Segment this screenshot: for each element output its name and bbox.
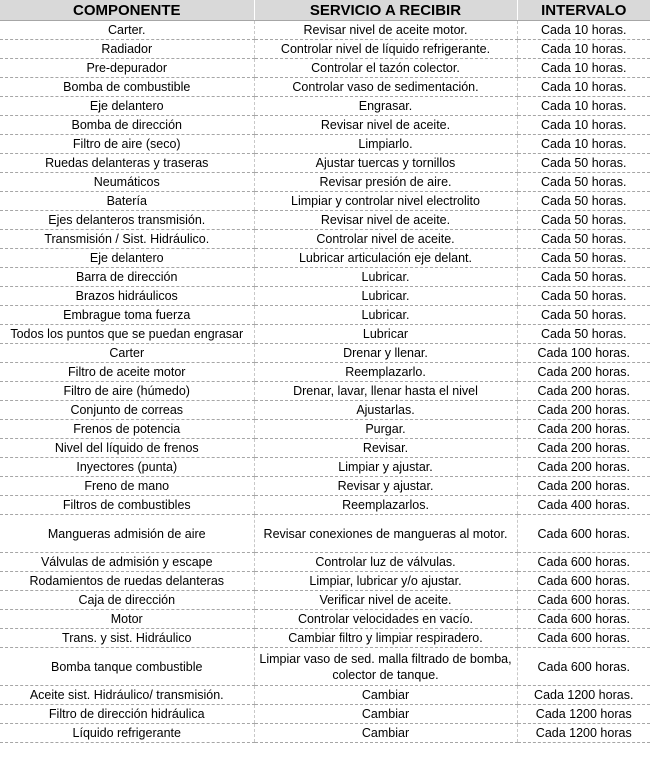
cell-componente: Líquido refrigerante — [0, 724, 254, 743]
table-row — [0, 686, 650, 705]
cell-servicio: Controlar nivel de líquido refrigerante. — [254, 40, 517, 59]
cell-servicio: Controlar luz de válvulas. — [254, 553, 517, 572]
cell-componente: Motor — [0, 610, 254, 629]
cell-intervalo: Cada 10 horas. — [517, 78, 650, 97]
cell-componente: Barra de dirección — [0, 268, 254, 287]
cell-servicio: Drenar, lavar, llenar hasta el nivel — [254, 382, 517, 401]
cell-servicio: Controlar velocidades en vacío. — [254, 610, 517, 629]
cell-servicio: Controlar el tazón colector. — [254, 59, 517, 78]
cell-componente: Neumáticos — [0, 173, 254, 192]
cell-componente: Batería — [0, 192, 254, 211]
cell-intervalo: Cada 50 horas. — [517, 306, 650, 325]
cell-servicio: Revisar nivel de aceite motor. — [254, 21, 517, 40]
table-row — [0, 344, 650, 363]
cell-servicio: Lubricar — [254, 325, 517, 344]
cell-intervalo: Cada 600 horas. — [517, 515, 650, 553]
cell-componente: Bomba tanque combustible — [0, 648, 254, 686]
table-row — [0, 515, 650, 553]
cell-componente: Ruedas delanteras y traseras — [0, 154, 254, 173]
table-row — [0, 572, 650, 591]
cell-servicio: Engrasar. — [254, 97, 517, 116]
cell-intervalo: Cada 600 horas. — [517, 629, 650, 648]
cell-intervalo: Cada 10 horas. — [517, 135, 650, 154]
header-componente: COMPONENTE — [0, 0, 254, 21]
cell-servicio: Revisar y ajustar. — [254, 477, 517, 496]
table-row — [0, 211, 650, 230]
cell-servicio: Limpiarlo. — [254, 135, 517, 154]
table-row — [0, 325, 650, 344]
cell-componente: Eje delantero — [0, 97, 254, 116]
cell-servicio: Drenar y llenar. — [254, 344, 517, 363]
cell-intervalo: Cada 200 horas. — [517, 439, 650, 458]
table-row — [0, 59, 650, 78]
cell-componente: Radiador — [0, 40, 254, 59]
cell-intervalo: Cada 50 horas. — [517, 192, 650, 211]
cell-servicio: Ajustarlas. — [254, 401, 517, 420]
cell-componente: Aceite sist. Hidráulico/ transmisión. — [0, 686, 254, 705]
cell-intervalo: Cada 10 horas. — [517, 116, 650, 135]
cell-intervalo: Cada 200 horas. — [517, 477, 650, 496]
table-row — [0, 496, 650, 515]
cell-componente: Pre-depurador — [0, 59, 254, 78]
table-row — [0, 363, 650, 382]
cell-servicio: Cambiar — [254, 705, 517, 724]
cell-componente: Mangueras admisión de aire — [0, 515, 254, 553]
table-row — [0, 401, 650, 420]
table-row — [0, 382, 650, 401]
cell-intervalo: Cada 1200 horas — [517, 705, 650, 724]
table-row — [0, 135, 650, 154]
header-intervalo: INTERVALO — [517, 0, 650, 21]
cell-intervalo: Cada 200 horas. — [517, 363, 650, 382]
table-row — [0, 591, 650, 610]
table-row — [0, 40, 650, 59]
cell-componente: Frenos de potencia — [0, 420, 254, 439]
cell-componente: Transmisión / Sist. Hidráulico. — [0, 230, 254, 249]
cell-servicio: Reemplazarlos. — [254, 496, 517, 515]
cell-componente: Trans. y sist. Hidráulico — [0, 629, 254, 648]
cell-componente: Embrague toma fuerza — [0, 306, 254, 325]
cell-componente: Bomba de dirección — [0, 116, 254, 135]
table-row — [0, 705, 650, 724]
cell-intervalo: Cada 50 horas. — [517, 154, 650, 173]
cell-componente: Caja de dirección — [0, 591, 254, 610]
cell-componente: Inyectores (punta) — [0, 458, 254, 477]
cell-intervalo: Cada 10 horas. — [517, 21, 650, 40]
cell-intervalo: Cada 50 horas. — [517, 268, 650, 287]
cell-intervalo: Cada 600 horas. — [517, 591, 650, 610]
table-row — [0, 287, 650, 306]
cell-servicio: Cambiar — [254, 724, 517, 743]
cell-servicio: Limpiar y ajustar. — [254, 458, 517, 477]
header-servicio: SERVICIO A RECIBIR — [254, 0, 517, 21]
cell-componente: Bomba de combustible — [0, 78, 254, 97]
cell-servicio: Cambiar filtro y limpiar respiradero. — [254, 629, 517, 648]
table-row — [0, 477, 650, 496]
table-body — [0, 21, 650, 743]
cell-intervalo: Cada 50 horas. — [517, 173, 650, 192]
table-row — [0, 610, 650, 629]
cell-servicio: Controlar vaso de sedimentación. — [254, 78, 517, 97]
cell-intervalo: Cada 50 horas. — [517, 230, 650, 249]
table-row — [0, 154, 650, 173]
cell-servicio: Limpiar vaso de sed. malla filtrado de bomba, colector de tanque. — [254, 648, 517, 686]
cell-componente: Todos los puntos que se puedan engrasar — [0, 325, 254, 344]
table-row — [0, 192, 650, 211]
cell-servicio: Lubricar. — [254, 306, 517, 325]
cell-componente: Filtro de aceite motor — [0, 363, 254, 382]
table-row — [0, 173, 650, 192]
cell-servicio: Limpiar y controlar nivel electrolito — [254, 192, 517, 211]
cell-servicio: Verificar nivel de aceite. — [254, 591, 517, 610]
cell-componente: Freno de mano — [0, 477, 254, 496]
cell-componente: Brazos hidráulicos — [0, 287, 254, 306]
table-row — [0, 306, 650, 325]
cell-componente: Nivel del líquido de frenos — [0, 439, 254, 458]
cell-intervalo: Cada 100 horas. — [517, 344, 650, 363]
table-row — [0, 249, 650, 268]
cell-intervalo: Cada 200 horas. — [517, 382, 650, 401]
cell-servicio: Lubricar. — [254, 268, 517, 287]
cell-servicio: Lubricar. — [254, 287, 517, 306]
cell-intervalo: Cada 10 horas. — [517, 40, 650, 59]
table-row — [0, 230, 650, 249]
cell-componente: Ejes delanteros transmisión. — [0, 211, 254, 230]
cell-servicio: Revisar nivel de aceite. — [254, 116, 517, 135]
cell-componente: Filtro de aire (húmedo) — [0, 382, 254, 401]
cell-servicio: Controlar nivel de aceite. — [254, 230, 517, 249]
table-row — [0, 648, 650, 686]
cell-componente: Eje delantero — [0, 249, 254, 268]
cell-intervalo: Cada 50 horas. — [517, 211, 650, 230]
cell-componente: Carter. — [0, 21, 254, 40]
table-row — [0, 553, 650, 572]
cell-componente: Carter — [0, 344, 254, 363]
header-row — [0, 0, 650, 21]
cell-intervalo: Cada 600 horas. — [517, 648, 650, 686]
cell-servicio: Revisar presión de aire. — [254, 173, 517, 192]
cell-servicio: Limpiar, lubricar y/o ajustar. — [254, 572, 517, 591]
cell-componente: Filtros de combustibles — [0, 496, 254, 515]
cell-intervalo: Cada 50 horas. — [517, 325, 650, 344]
table-row — [0, 78, 650, 97]
cell-servicio: Cambiar — [254, 686, 517, 705]
cell-servicio: Reemplazarlo. — [254, 363, 517, 382]
cell-servicio: Revisar nivel de aceite. — [254, 211, 517, 230]
table-row — [0, 97, 650, 116]
cell-componente: Válvulas de admisión y escape — [0, 553, 254, 572]
table-row — [0, 268, 650, 287]
cell-componente: Filtro de dirección hidráulica — [0, 705, 254, 724]
cell-servicio: Ajustar tuercas y tornillos — [254, 154, 517, 173]
cell-componente: Filtro de aire (seco) — [0, 135, 254, 154]
table-row — [0, 629, 650, 648]
cell-intervalo: Cada 600 horas. — [517, 610, 650, 629]
cell-intervalo: Cada 50 horas. — [517, 287, 650, 306]
cell-intervalo: Cada 200 horas. — [517, 458, 650, 477]
table-row — [0, 116, 650, 135]
cell-intervalo: Cada 1200 horas — [517, 724, 650, 743]
cell-componente: Rodamientos de ruedas delanteras — [0, 572, 254, 591]
cell-intervalo: Cada 200 horas. — [517, 401, 650, 420]
cell-servicio: Revisar conexiones de mangueras al motor. — [254, 515, 517, 553]
cell-componente: Conjunto de correas — [0, 401, 254, 420]
cell-intervalo: Cada 1200 horas. — [517, 686, 650, 705]
cell-intervalo: Cada 50 horas. — [517, 249, 650, 268]
cell-intervalo: Cada 600 horas. — [517, 553, 650, 572]
table-row — [0, 420, 650, 439]
table-header — [0, 0, 650, 21]
cell-intervalo: Cada 10 horas. — [517, 97, 650, 116]
cell-intervalo: Cada 10 horas. — [517, 59, 650, 78]
cell-servicio: Revisar. — [254, 439, 517, 458]
cell-servicio: Lubricar articulación eje delant. — [254, 249, 517, 268]
cell-intervalo: Cada 400 horas. — [517, 496, 650, 515]
table-row — [0, 439, 650, 458]
table-row — [0, 458, 650, 477]
cell-intervalo: Cada 200 horas. — [517, 420, 650, 439]
table-row — [0, 21, 650, 40]
cell-intervalo: Cada 600 horas. — [517, 572, 650, 591]
table-row — [0, 724, 650, 743]
cell-servicio: Purgar. — [254, 420, 517, 439]
